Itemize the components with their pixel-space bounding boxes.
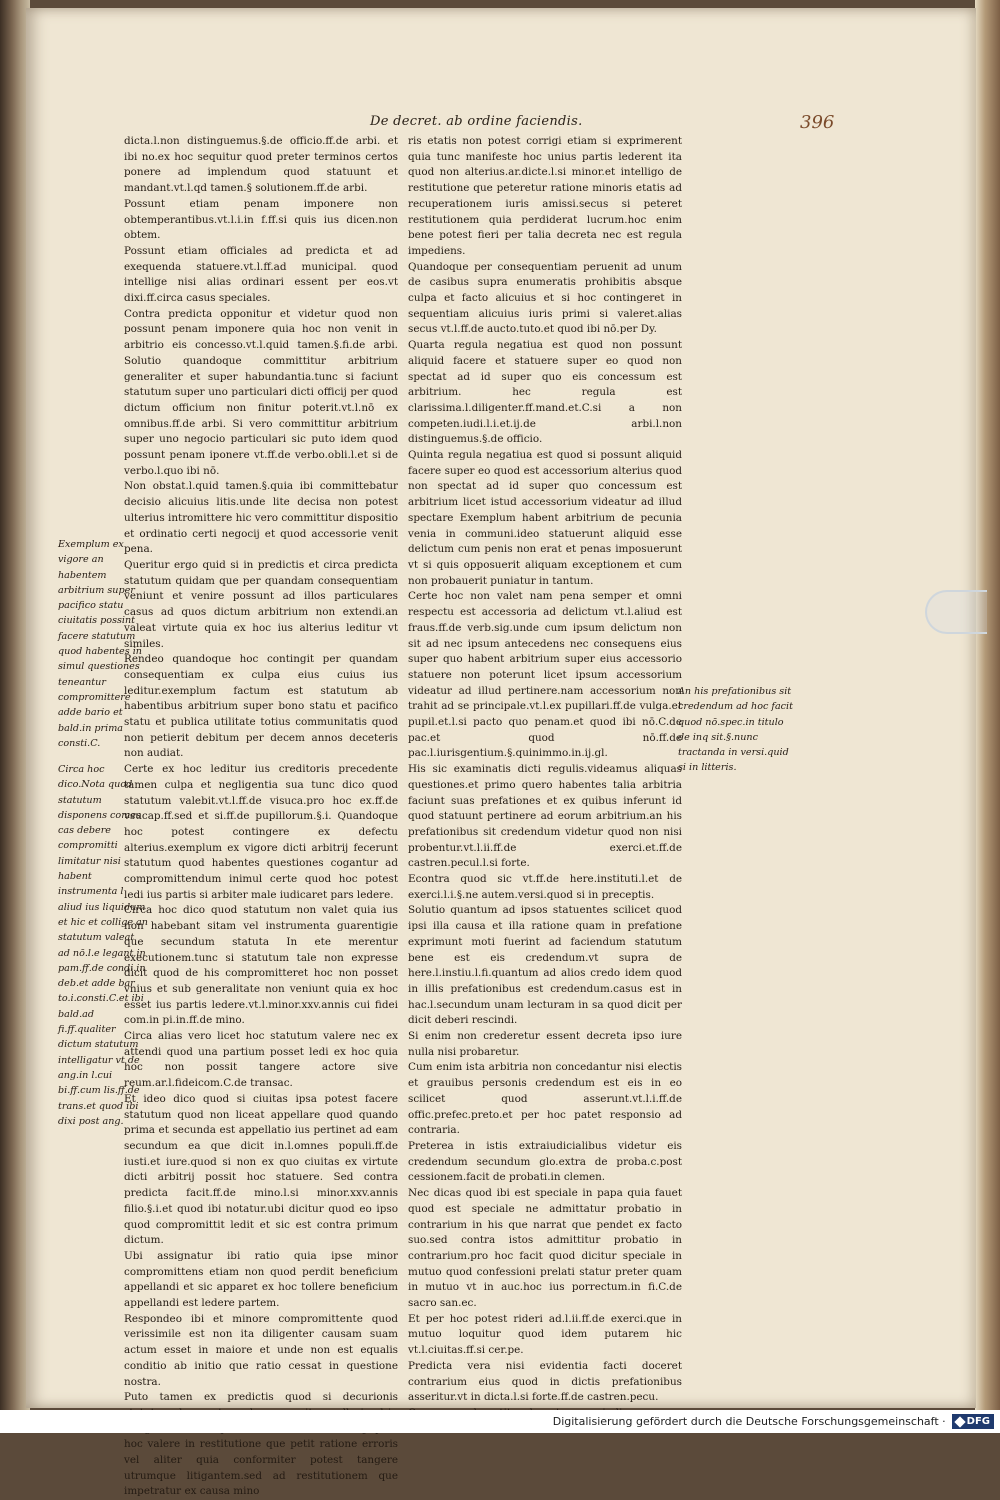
- text-column-left: [124, 134, 398, 1498]
- folio-number: 396: [800, 112, 835, 133]
- text-paragraph: Et per hoc potest rideri ad.l.ii.ff.de exerci.que in mutuo loquitur quod idem putarem hic vt.l.ciuitas.ff.si cer.pe.: [408, 1312, 682, 1357]
- text-paragraph: Queritur ergo quid si in predictis et circa predicta statutum quidam que per quandam consequentiam veniunt et venire possunt ad illos particulares casus ad quos dictum arbitrium non extendi.an valeat virtute quia ex hoc ius alterius leditur vt similes.: [124, 558, 398, 650]
- text-paragraph: Nec dicas quod ibi est speciale in papa quia fauet quod est speciale ne admittatur probatio in contrarium in his que narrat que pendet ex facto suo.sed contra istos admittitur probatio in contrarium.pro hoc facit quod dicitur speciale in mutuo quod confessioni prelati statur preter quam in mutuo vt in auc.hoc ius porrectum.in fi.C.de sacro san.ec.: [408, 1187, 682, 1310]
- text-paragraph: Certe hoc non valet nam pena semper et omni respectu est accessoria ad delictum vt.l.aliud est fraus.ff.de verb.sig.unde cum ipsum delictum non sit ad nec ipsum antecedens nec consequens eius super quo habent arbitrium super eius accessorio statuere non poterunt licet ipsum accessorium videatur ad illud pertinere.nam accessorium non trahit ad se principale.vt.l.ex pupillari.ff.de vulga.et pupil.et.l.si pacto quo penam.et quod ibi nō.C.de pac.et quod nō.ff.de pac.l.iurisgentium.§.quinimmo.in.ij.gl.: [408, 590, 682, 760]
- text-paragraph: Econtra quod sic vt.ff.de here.instituti.l.et de exerci.l.i.§.ne autem.versi.quod si in preceptis.: [408, 873, 682, 901]
- text-paragraph: Respondeo ibi et minore compromittente quod verissimile est non ita diligenter causam suam actum esset in maiore et unde non est equalis conditio ab initio que ratio cessat in questione nostra.: [124, 1312, 398, 1388]
- text-paragraph: ris etatis non potest corrigi etiam si exprimerent quia tunc manifeste hoc unius partis lederent ita quod non alterius.ar.dicte.l.si minor.et intelligo de restitutione que peteretur ratione minoris etatis ad recuperationem iuris amissi.secus si peteret restitutionem quia perdiderat lucrum.hoc enim bene potest fieri per talia decreta nec est regula impediens.: [408, 135, 682, 257]
- dfg-logo: [952, 1414, 994, 1429]
- text-paragraph: Et ideo dico quod si ciuitas ipsa potest facere statutum quod non liceat appellare quod quando prima et secunda est appellatio ius pertinet ad eam secundum ea que dicit in.l.omnes populi.ff.de iusti.et iure.quod si non ex quo ciuitas ex virtute dicti arbitrij possit hoc statuere. Sed contra predicta facit.ff.de mino.l.si minor.xxv.annis filio.§.i.et quod ibi notatur.ubi dicitur quod eo ipso quod compromittit ledit et sic est contra primum dictum.: [124, 1092, 398, 1247]
- text-paragraph: Solutio quantum ad ipsos statuentes scilicet quod ipsi illa causa et illa ratione quam in prefatione exprimunt moti fuerint ad faciendum statutum bene est eis credendum.vt supra de here.l.instiu.l.fi.quantum ad alios credo idem quod in illis prefationibus est credendum.casus est in hac.l.secundum unam lecturam in sa quod dicit per dicit deberi rescindi.: [408, 904, 682, 1027]
- footer-credit: Digitalisierung gefördert durch die Deutsche Forschungsgemeinschaft ·: [552, 1415, 946, 1428]
- book-edge-right: [975, 0, 1000, 1433]
- dfg-logo-label: DFG: [966, 1416, 990, 1427]
- footer-bar: [0, 1410, 1000, 1433]
- text-paragraph: Possunt etiam officiales ad predicta et ad exequenda statuere.vt.l.ff.ad municipal. quod intellige nisi alias ordinari essent per eos.vt dixi.ff.circa casus speciales.: [124, 244, 398, 305]
- running-head: De decret. ab ordine faciendis.: [370, 114, 583, 129]
- text-paragraph: Predicta vera nisi evidentia facti doceret contrarium eius quod in dictis prefationibus asseritur.vt in dicta.l.si forte.ff.de castren.pecu.: [408, 1359, 682, 1404]
- text-paragraph: Quinta regula negatiua est quod si possunt aliquid facere super eo quod est accessorium alterius quod non spectat ad id super quo concessum est arbitrium licet istud accessorium videatur ad illud spectare Exemplum habent arbitrium de pecunia venia in communi.ideo statuerunt aliquid esse delictum cum penis non erat et penas imposuerunt vt si quis opposuerit aliquam exceptionem et cum non probauerit puniatur in tantum.: [408, 449, 682, 587]
- text-paragraph: Quarta regula negatiua est quod non possunt aliquid facere et statuere super eo quod non spectat ad id super quo eis concessum est arbitrium. hec regula est clarissima.l.diligenter.ff.mand.et.C.si a non competen.iudi.l.i.et.ij.de arbi.l.non distinguemus.§.de officio.: [408, 339, 682, 446]
- text-paragraph: Certe ex hoc leditur ius creditoris precedente tamen culpa et negligentia sua tunc dico quod statutum valebit.vt.l.ff.de visuca.pro hoc ex.ff.de vsucap.ff.sed et si.ff.de pupillorum.§.i. Quandoque hoc potest contingere ex defectu alterius.exemplum ex vigore dicti arbitrij fecerunt statutum quod habentes questiones cogantur ad compromittendum inimul certe quod hoc potest ledi ius partis si arbiter male iudicaret pars ledere.: [124, 763, 398, 901]
- page-clasp: [925, 590, 987, 634]
- text-paragraph: Circa alias vero licet hoc statutum valere nec ex attendi quod una partium posset ledi ex hoc quia hoc non possit tangere actore sive reum.ar.l.fideicom.C.de transac.: [124, 1030, 398, 1090]
- text-paragraph: dicta.l.non distinguemus.§.de officio.ff.de arbi. et ibi no.ex hoc sequitur quod preter terminos certos ponere ad implendum quod statuunt et mandant.vt.l.qd tamen.§ solutionem.ff.de arbi.: [124, 135, 398, 195]
- text-paragraph: Rendeo quandoque hoc contingit per quandam consequentiam ex culpa eius cuius ius leditur.exemplum factum est statutum ab habentibus arbitrium super bono statu et pacifico statu et publica utilitate totius communitatis quod non petierit debitum per decem annos deceteris non audiat.: [124, 653, 398, 760]
- text-paragraph: Puto tamen ex predictis quod si decurionis hoc valere in restitutione que petit ratione erroris vel aliter quia conformiter potest tangere utrumque litigantem.sed ad restitutionem que impetratur ex causa mino: [124, 1391, 398, 1498]
- text-paragraph: Cum enim ista arbitria non concedantur nisi electis et grauibus personis credendum est eis in eo scilicet quod asserunt.vt.l.i.ff.de offic.prefec.preto.et per hoc patet responsio ad contraria.: [408, 1061, 682, 1137]
- text-paragraph: Preterea in istis extraiudicialibus videtur eis credendum secundum glo.extra de proba.c.post cessionem.facit de probati.in clemen.: [408, 1140, 682, 1184]
- text-paragraph: Possunt etiam penam imponere non obtemperantibus.vt.l.i.in f.ff.si quis ius dicen.non obtem.: [124, 197, 398, 242]
- text-paragraph: Ubi assignatur ibi ratio quia ipse minor compromittens etiam non quod perdit beneficium appellandi et sic apparet ex hoc tollere beneficium appellandi est ledere partem.: [124, 1249, 398, 1310]
- marginal-note: An his prefationibus sit credendum ad hoc facit quod nō.spec.in titulo de inq sit.§.nunc tractanda in versi.quid si in litteris.: [678, 686, 793, 774]
- text-paragraph: Quandoque per consequentiam peruenit ad unum de casibus supra enumeratis prohibitis absque culpa et facto alicuius et si hoc contingeret in sequentiam alicuius iuris primi si valeret.alias secus vt.l.ff.de aucto.tuto.et quod ibi nō.per Dy.: [408, 260, 682, 336]
- dfg-logo-icon: [954, 1416, 965, 1427]
- marginal-note: Exemplum ex vigore an habentem arbitrium super pacifico statu ciuitatis possint facere statutum quod habentes in simul questiones teneantur compromittere adde bario et bald.in prima consti.C.: [58, 539, 142, 749]
- text-paragraph: Contra predicta opponitur et videtur quod non possunt penam imponere quia hoc non venit in arbitrio eis concesso.vt.l.quid tamen.§.fi.de arbi. Solutio quandoque committitur arbitrium generaliter et super habundantia.tunc si faciunt statutum super uno particulari dicti officij per quod dictum officium non finitur poterit.vt.l.nō ex omnibus.ff.de arbi. Si vero committitur arbitrium super uno negocio particulari sic puto idem quod possunt penam iponere vt.ff.de verbo.obli.l.et si de verbo.l.quo ibi nō.: [124, 307, 398, 477]
- text-column-right: [408, 134, 682, 1404]
- marginal-note: Circa hoc dico.Nota quod statutum disponens comes cas debere compromitti limitatur nisi habent instrumenta l aliud ius liquidum et hic et collige an statutum valeat ad nō.l.e legant in pam.ff.de condi.in deb.et adde bar to.i.consti.C.et ibi bald.ad fi.ff.qualiter dictum statutum intelligatur vt de ang.in l.cui bi.ff.cum lis.ff.de trans.et quod ibi dixi post ang.: [58, 764, 148, 1127]
- text-paragraph: Non obstat.l.quid tamen.§.quia ibi committebatur decisio alicuius litis.unde lite decisa non potest ulterius intromittere hic vero committitur dispositio et ordinatio certi negocij et quod accessorie venit pena.: [124, 480, 398, 556]
- text-paragraph: His sic examinatis dicti regulis.videamus aliquas questiones.et primo quero habentes talia arbitria faciunt suas prefationes et ex quibus inferunt id quod statuunt pertinere ad eorum arbitrium.an his prefationibus sit credendum videtur quod non nisi probentur.vt.l.ii.ff.de exerci.et.ff.de castren.pecul.l.si forte.: [408, 763, 682, 870]
- text-paragraph: Circa hoc dico quod statutum non valet quia ius non habebant sitam vel instrumenta guarentigie que secundum statuta In ete merentur executionem.tunc si statutum tale non expresse dicit quod de his compromitteret hoc non posset vnius et sub generalitate non veniunt quia ex hoc esset ius partis ledere.vt.l.minor.xxv.annis cui fidei com.in pi.in.ff.de mino.: [124, 904, 398, 1027]
- text-paragraph: Si enim non crederetur essent decreta ipso iure nulla nisi probaretur.: [408, 1030, 682, 1058]
